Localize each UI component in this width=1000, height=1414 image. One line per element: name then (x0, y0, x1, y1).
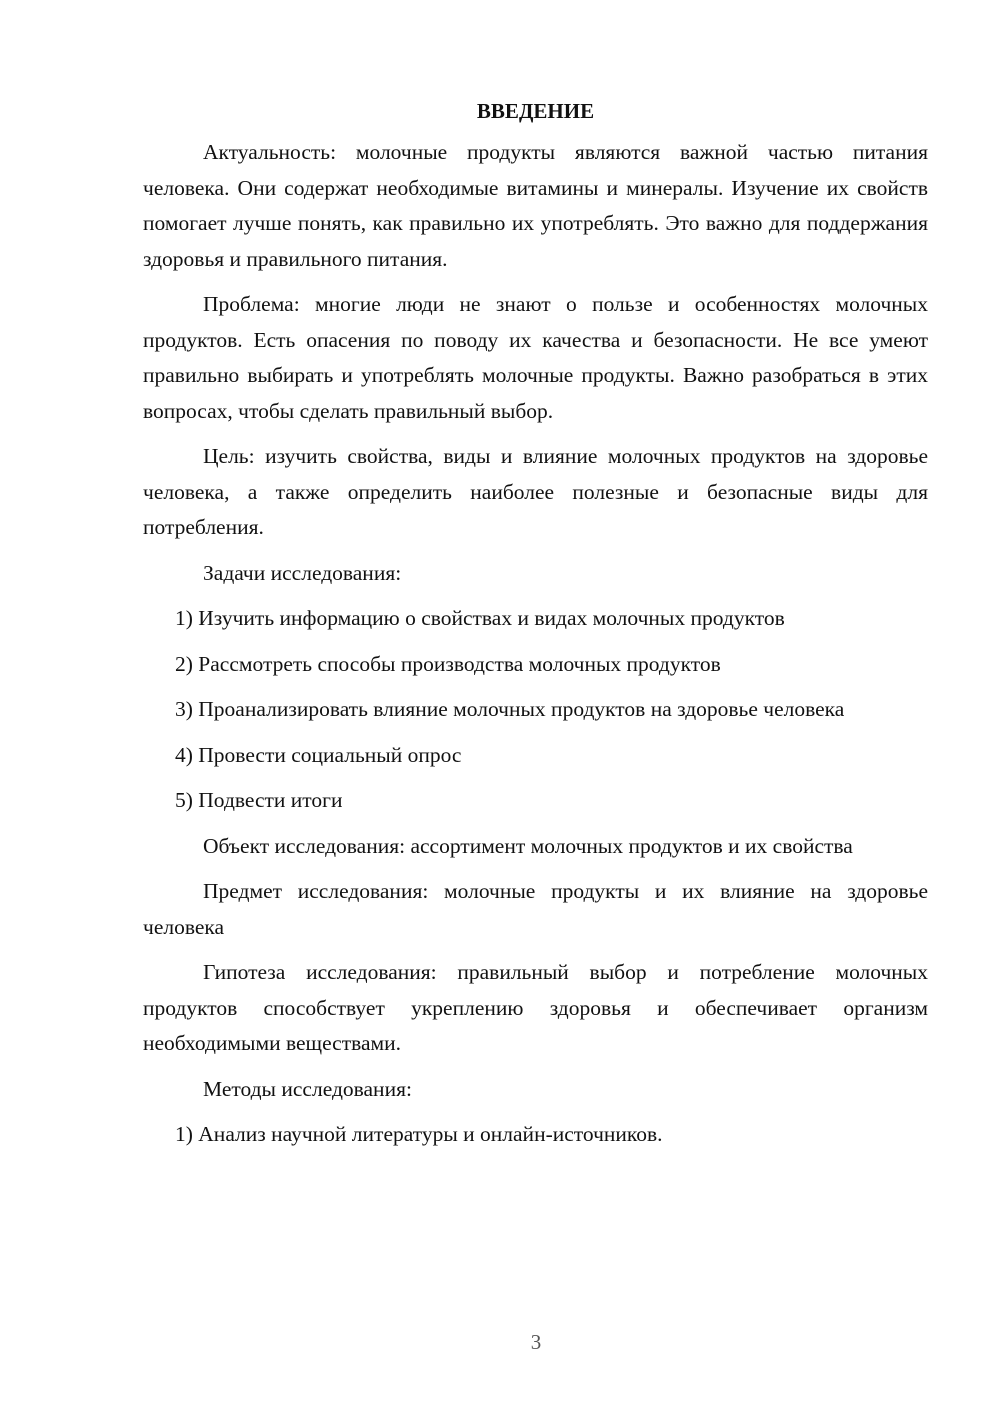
list-item: 1) Изучить информацию о свойствах и видах молочных продуктов (175, 606, 785, 630)
tasks-list (143, 601, 928, 819)
section-title: ВВЕДЕНИЕ (476, 99, 595, 123)
tasks-heading: Задачи исследования: (203, 560, 402, 585)
paragraph-problem: Проблема: многие люди не знают о пользе и особенностях молочных продуктов. Есть опасения по поводу их качества и безопасности. Не все умеют правильно выбирать и употреблять молочные продукты. Важно разобраться в этих вопросах, чтобы сделать правильный выбор. (143, 292, 928, 423)
list-item: 4) Провести социальный опрос (175, 742, 462, 767)
methods-list (143, 1117, 928, 1153)
page-number: 3 (530, 1330, 542, 1354)
list-item: 1) Анализ научной литературы и онлайн-источников. (175, 1122, 663, 1146)
paragraph-hypothesis: Гипотеза исследования: правильный выбор и потребление молочных продуктов способствует укреплению здоровья и обеспечивает организм необходимыми веществами. (143, 960, 928, 1055)
list-item: 2) Рассмотреть способы производства молочных продуктов (175, 651, 721, 676)
paragraph-object: Объект исследования: ассортимент молочных продуктов и их свойства (203, 833, 853, 858)
document-page (143, 96, 928, 1163)
paragraph-subject: Предмет исследования: молочные продукты и их влияние на здоровье человека (143, 879, 928, 939)
paragraph-goal: Цель: изучить свойства, виды и влияние молочных продуктов на здоровье человека, а также определить наиболее полезные и безопасные виды для потребления. (143, 444, 928, 539)
list-item: 5) Подвести итоги (175, 788, 343, 812)
paragraph-relevance: Актуальность: молочные продукты являются важной частью питания человека. Они содержат необходимые витамины и минералы. Изучение их свойств помогает лучше понять, как правильно их употреблять. Это важно для поддержания здоровья и правильного питания. (143, 140, 928, 271)
methods-heading: Методы исследования: (203, 1076, 412, 1101)
list-item: 3) Проанализировать влияние молочных продуктов на здоровье человека (175, 697, 845, 721)
